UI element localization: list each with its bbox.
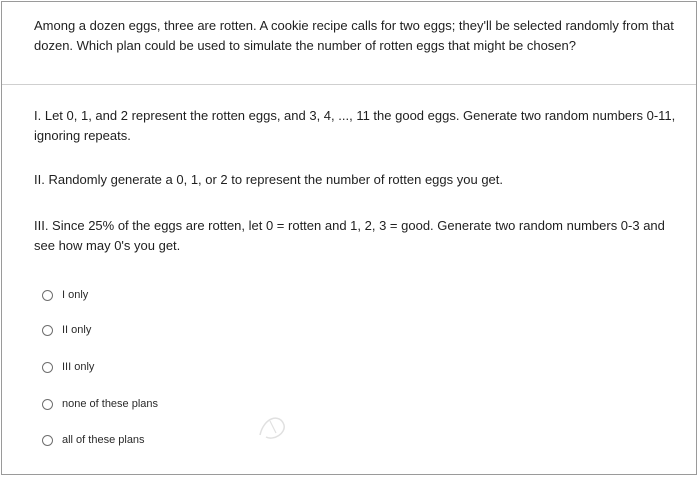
choice-label: none of these plans — [62, 398, 159, 410]
question-card — [1, 1, 697, 475]
choice-label: II only — [62, 324, 92, 336]
choice-ii-only[interactable] — [42, 324, 91, 336]
choice-i-only[interactable] — [42, 289, 88, 301]
radio-button[interactable] — [42, 399, 53, 410]
choice-all-of-these[interactable] — [42, 434, 145, 446]
radio-button[interactable] — [42, 362, 53, 373]
choice-label: III only — [62, 361, 95, 373]
question-intro: Among a dozen eggs, three are rotten. A cookie recipe calls for two eggs; they'll be selected randomly from that dozen. Which plan could be used to simulate the number of rotten eggs that might be chosen? — [34, 18, 674, 53]
choice-label: I only — [62, 289, 89, 301]
choice-label: all of these plans — [62, 434, 145, 446]
radio-button[interactable] — [42, 290, 53, 301]
plan-3-text: III. Since 25% of the eggs are rotten, let 0 = rotten and 1, 2, 3 = good. Generate two random numbers 0-3 and see how may 0's you get. — [34, 218, 665, 253]
plan-1-text: I. Let 0, 1, and 2 represent the rotten eggs, and 3, 4, ..., 11 the good eggs. Generate two random numbers 0-11, ignoring repeats. — [34, 108, 676, 143]
radio-button[interactable] — [42, 325, 53, 336]
choice-iii-only[interactable] — [42, 361, 94, 373]
choice-none-of-these[interactable] — [42, 398, 158, 410]
divider — [2, 84, 696, 85]
plan-2-text: II. Randomly generate a 0, 1, or 2 to represent the number of rotten eggs you get. — [34, 172, 504, 187]
radio-button[interactable] — [42, 435, 53, 446]
faint-watermark-mark — [252, 407, 292, 447]
